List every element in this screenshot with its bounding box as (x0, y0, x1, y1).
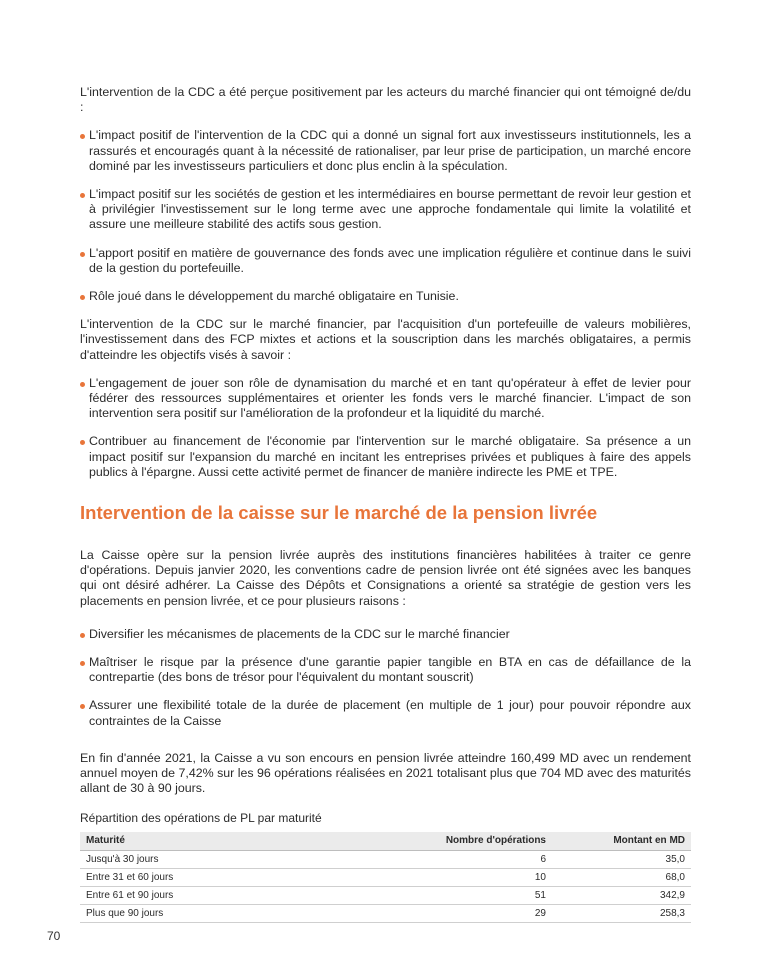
intro-paragraph-3: La Caisse opère sur la pension livrée auprès des institutions financières habilitées à traiter ce genre d'opérations. Depuis janvier 2020, les conventions cadre de pension livrée ont été signées avec les banques qui ont désiré adhérer. La Caisse des Dépôts et Consignations a orienté sa stratégie de gestion vers les placements en pension livrée, et ce pour plusieurs raisons : (80, 548, 691, 608)
section-title: Intervention de la caisse sur le marché de la pension livrée (80, 502, 598, 524)
list-item: L'apport positif en matière de gouvernance des fonds avec une implication régulière et continue dans le suivi de la gestion du portefeuille. (80, 246, 691, 276)
list-item: Maîtriser le risque par la présence d'une garantie papier tangible en BTA en cas de défaillance de la contrepartie (des bons de trésor pour l'équivalent du montant souscrit) (80, 655, 691, 685)
list-item: L'engagement de jouer son rôle de dynamisation du marché et en tant qu'opérateur à effet de levier pour fédérer des ressources supplémentaires et orienter les fonds vers le marché financier. L'impact de son intervention sera positif sur l'amélioration de la profondeur et la liquidité du marché. (80, 376, 691, 422)
cell-operations: 6 (392, 850, 552, 868)
bullet-icon (80, 252, 85, 257)
list-item: L'impact positif de l'intervention de la CDC qui a donné un signal fort aux investisseurs institutionnels, les a rassurés et encouragés quant à la nécessité de rationaliser, par leur prise de participation, un marché encore dominé par les investisseurs particuliers et donc plus enclin à la spéculation. (80, 128, 691, 174)
bullet-icon (80, 134, 85, 139)
list-item: Contribuer au financement de l'économie par l'intervention sur le marché obligataire. Sa présence a un impact positif sur l'expansion du marché en incitant les entreprises privées et publiques à faire des appels publics à l'épargne. Aussi cette activité permet de financer de manière indirecte les PME et TPE. (80, 434, 691, 480)
bullet-list-3 (80, 627, 691, 729)
table-caption: Répartition des opérations de PL par maturité (80, 810, 322, 825)
list-item: Assurer une flexibilité totale de la durée de placement (en multiple de 1 jour) pour pouvoir répondre aux contraintes de la Caisse (80, 698, 691, 728)
maturity-table (80, 832, 691, 923)
header-maturity: Maturité (80, 832, 392, 851)
table-row (80, 868, 691, 886)
bullet-icon (80, 661, 85, 666)
list-item: Diversifier les mécanismes de placements de la CDC sur le marché financier (80, 627, 691, 642)
bullet-icon (80, 440, 85, 445)
cell-operations: 29 (392, 904, 552, 922)
list-item: Rôle joué dans le développement du marché obligataire en Tunisie. (80, 289, 691, 304)
summary-paragraph: En fin d'année 2021, la Caisse a vu son encours en pension livrée atteindre 160,499 MD avec un rendement annuel moyen de 7,42% sur les 96 opérations réalisées en 2021 totalisant plus que 704 MD avec des maturités allant de 30 à 90 jours. (80, 750, 691, 796)
header-amount: Montant en MD (552, 832, 691, 851)
cell-amount: 35,0 (552, 850, 691, 868)
cell-maturity: Jusqu'à 30 jours (80, 850, 392, 868)
page-content (80, 85, 691, 923)
bullet-icon (80, 295, 85, 300)
cell-amount: 68,0 (552, 868, 691, 886)
bullet-list-1 (80, 128, 691, 304)
cell-amount: 258,3 (552, 904, 691, 922)
cell-maturity: Entre 61 et 90 jours (80, 886, 392, 904)
bullet-icon (80, 704, 85, 709)
cell-amount: 342,9 (552, 886, 691, 904)
bullet-icon (80, 193, 85, 198)
list-item: L'impact positif sur les sociétés de gestion et les intermédiaires en bourse permettant de revoir leur gestion et à privilégier l'investissement sur le long terme avec une approche fondamentale qui limite la volatilité et assure une meilleure stabilité des actifs sous gestion. (80, 187, 691, 233)
intro-paragraph-2: L'intervention de la CDC sur le marché financier, par l'acquisition d'un portefeuille de valeurs mobilières, l'investissement dans des FCP mixtes et actions et la souscription dans les marchés obligataires, a permis d'atteindre les objectifs visés à savoir : (80, 317, 691, 362)
bullet-icon (80, 633, 85, 638)
bullet-icon (80, 382, 85, 387)
cell-operations: 10 (392, 868, 552, 886)
intro-paragraph-1: L'intervention de la CDC a été perçue positivement par les acteurs du marché financier qui ont témoigné de/du : (80, 85, 691, 115)
cell-operations: 51 (392, 886, 552, 904)
header-operations-count: Nombre d'opérations (392, 832, 552, 851)
cell-maturity: Entre 31 et 60 jours (80, 868, 392, 886)
page-number: 70 (47, 929, 61, 943)
bullet-list-2 (80, 376, 691, 480)
table-row (80, 886, 691, 904)
table-row (80, 850, 691, 868)
table-row (80, 904, 691, 922)
table-header-row (80, 832, 691, 851)
cell-maturity: Plus que 90 jours (80, 904, 392, 922)
